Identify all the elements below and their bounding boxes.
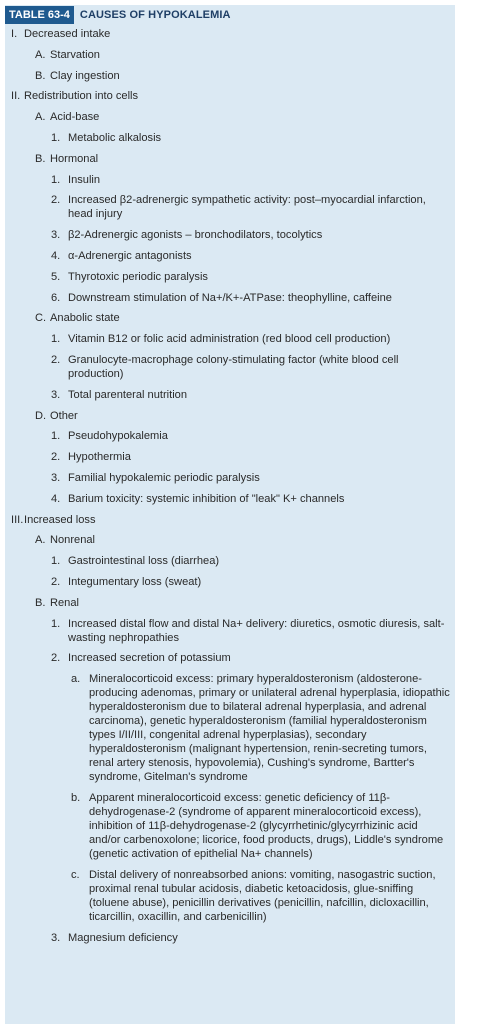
outline-text: Nonrenal bbox=[50, 534, 96, 547]
outline-text: Increased secretion of potassium bbox=[68, 652, 231, 665]
outline-text: Apparent mineralocorticoid excess: genetic deficiency of 11β-dehydrogenase-2 (syndrome of apparent mineralocorticoid excess), inhibition of 11β-dehydrogenase-2 (glycyrrhetinic/glycyrrhizinic acid and/or carbenoxolone; licorice, food products, drugs), Liddle's syndrome (genetic activation of epithelial Na+ channels) bbox=[89, 791, 444, 860]
outline-item-level-1 bbox=[5, 596, 451, 617]
outline-marker: 2. bbox=[51, 353, 61, 366]
outline-text: Anabolic state bbox=[50, 312, 120, 325]
outline-text: Gastrointestinal loss (diarrhea) bbox=[68, 555, 220, 568]
outline-text: Distal delivery of nonreabsorbed anions: vomiting, nasogastric suction, proximal renal tubular acidosis, diabetic ketoacidosis, glue-sniffing (toluene abuse), penicillin derivatives (penicillin, nafcillin, dicloxacillin, ticarcillin, oxacillin, and carbenicillin) bbox=[89, 868, 436, 923]
outline-marker: a. bbox=[71, 673, 81, 686]
outline-marker: 1. bbox=[51, 333, 61, 346]
outline-text: Thyrotoxic periodic paralysis bbox=[68, 270, 208, 283]
outline-item-level-2 bbox=[5, 931, 451, 952]
outline-item-level-2 bbox=[5, 173, 451, 194]
outline-text: Integumentary loss (sweat) bbox=[68, 575, 202, 588]
outline-item-level-2 bbox=[5, 492, 451, 513]
outline-text: Increased loss bbox=[24, 513, 96, 526]
outline-marker: 4. bbox=[51, 249, 61, 262]
outline-text: Acid-base bbox=[50, 111, 100, 124]
outline-item-level-2 bbox=[5, 617, 451, 652]
outline-item-level-2 bbox=[5, 228, 451, 249]
outline-text: Clay ingestion bbox=[50, 69, 120, 82]
outline-marker: B. bbox=[35, 152, 46, 165]
outline-item-level-0 bbox=[5, 513, 451, 534]
outline-item-level-3 bbox=[5, 672, 451, 791]
outline-marker: B. bbox=[35, 69, 46, 82]
outline-item-level-2 bbox=[5, 249, 451, 270]
outline-item-level-1 bbox=[5, 110, 451, 131]
outline-text: Renal bbox=[50, 596, 79, 609]
outline-text: Decreased intake bbox=[24, 28, 111, 40]
outline-text: Vitamin B12 or folic acid administration (red blood cell production) bbox=[68, 333, 391, 346]
outline-text: β2-Adrenergic agonists – bronchodilators, tocolytics bbox=[68, 229, 323, 242]
outline-marker: 3. bbox=[51, 229, 61, 242]
outline-item-level-2 bbox=[5, 270, 451, 291]
outline-text: Insulin bbox=[68, 173, 101, 186]
outline-item-level-1 bbox=[5, 69, 451, 90]
outline-text: Granulocyte-macrophage colony-stimulating factor (white blood cell production) bbox=[68, 353, 399, 380]
outline-text: Barium toxicity: systemic inhibition of "leak" K+ channels bbox=[68, 492, 345, 505]
outline-text: Increased β2-adrenergic sympathetic activity: post–myocardial infarction, head injury bbox=[68, 194, 426, 221]
table-number-tag: TABLE 63-4 bbox=[5, 6, 74, 24]
outline-text: α-Adrenergic antagonists bbox=[68, 249, 192, 262]
outline-marker: D. bbox=[35, 409, 47, 422]
outline-text: Other bbox=[50, 409, 78, 422]
outline-text: Downstream stimulation of Na+/K+-ATPase: theophylline, caffeine bbox=[68, 291, 392, 304]
outline-item-level-2 bbox=[5, 332, 451, 353]
outline-marker: III. bbox=[11, 513, 24, 526]
outline-item-level-1 bbox=[5, 409, 451, 430]
outline-marker: B. bbox=[35, 596, 46, 609]
outline-marker: 3. bbox=[51, 388, 61, 401]
outline-marker: 2. bbox=[51, 451, 61, 464]
outline-marker: A. bbox=[35, 48, 46, 61]
outline-item-level-0 bbox=[5, 89, 451, 110]
outline-marker: 6. bbox=[51, 291, 61, 304]
outline-item-level-2 bbox=[5, 575, 451, 596]
outline-text: Mineralocorticoid excess: primary hyperaldosteronism (aldosterone-producing adenomas, primary or unilateral adrenal hyperplasia, idiopathic hyperaldosteronism due to bilateral adrenal hyperplasia, and adrenal carcinoma), genetic hyperaldosteronism (familial hyperaldosteronism types I/II/III, congenital adrenal hyperplasias), secondary hyperaldosteronism (malignant hypertension, renin-secreting tumors, renal artery stenosis, hypovolemia), Cushing's syndrome, Bartter's syndrome, Gitelman's syndrome bbox=[89, 673, 450, 784]
outline-text: Familial hypokalemic periodic paralysis bbox=[68, 471, 260, 484]
outline-item-level-1 bbox=[5, 533, 451, 554]
outline-item-level-2 bbox=[5, 131, 451, 152]
outline-marker: 1. bbox=[51, 617, 61, 630]
outline-item-level-1 bbox=[5, 311, 451, 332]
outline-text: Hypothermia bbox=[68, 451, 131, 464]
outline-item-level-2 bbox=[5, 388, 451, 409]
outline-text: Magnesium deficiency bbox=[68, 931, 178, 944]
outline-item-level-2 bbox=[5, 429, 451, 450]
outline-marker: 2. bbox=[51, 575, 61, 588]
outline-text: Starvation bbox=[50, 48, 100, 61]
outline-text: Metabolic alkalosis bbox=[68, 131, 162, 144]
outline-marker: 4. bbox=[51, 492, 61, 505]
outline-marker: b. bbox=[71, 791, 81, 804]
outline-text: Total parenteral nutrition bbox=[68, 388, 188, 401]
outline-item-level-2 bbox=[5, 450, 451, 471]
outline-marker: A. bbox=[35, 111, 46, 124]
outline-item-level-2 bbox=[5, 291, 451, 312]
outline-item-level-1 bbox=[5, 48, 451, 69]
outline-item-level-2 bbox=[5, 554, 451, 575]
outline-marker: c. bbox=[71, 868, 80, 881]
outline-item-level-1 bbox=[5, 152, 451, 173]
outline-item-level-2 bbox=[5, 193, 451, 228]
outline-item-level-2 bbox=[5, 471, 451, 492]
table-caption: CAUSES OF HYPOKALEMIA bbox=[79, 9, 231, 21]
outline-marker: A. bbox=[35, 534, 46, 547]
outline-marker: 1. bbox=[51, 555, 61, 568]
outline-marker: 2. bbox=[51, 652, 61, 665]
outline-marker: 1. bbox=[51, 173, 61, 186]
outline-marker: II. bbox=[11, 90, 21, 103]
outline-marker: 3. bbox=[51, 471, 61, 484]
outline-marker: 2. bbox=[51, 194, 61, 207]
outline-item-level-0 bbox=[5, 27, 451, 48]
outline-marker: 1. bbox=[51, 131, 61, 144]
outline-item-level-3 bbox=[5, 868, 451, 931]
outline-marker: C. bbox=[35, 312, 47, 325]
outline-item-level-3 bbox=[5, 791, 451, 868]
outline-text: Hormonal bbox=[50, 152, 99, 165]
outline-item-level-2 bbox=[5, 651, 451, 672]
outline-marker: 5. bbox=[51, 270, 61, 283]
outline-marker: 3. bbox=[51, 931, 61, 944]
table-title bbox=[5, 5, 231, 25]
outline-marker: I. bbox=[11, 28, 18, 40]
outline-text: Redistribution into cells bbox=[24, 90, 139, 103]
outline-list bbox=[5, 27, 451, 951]
outline-item-level-2 bbox=[5, 353, 451, 388]
outline-marker: 1. bbox=[51, 430, 61, 443]
outline-text: Increased distal flow and distal Na+ delivery: diuretics, osmotic diuresis, salt-wasting nephropathies bbox=[68, 617, 445, 644]
outline-text: Pseudohypokalemia bbox=[68, 430, 168, 443]
